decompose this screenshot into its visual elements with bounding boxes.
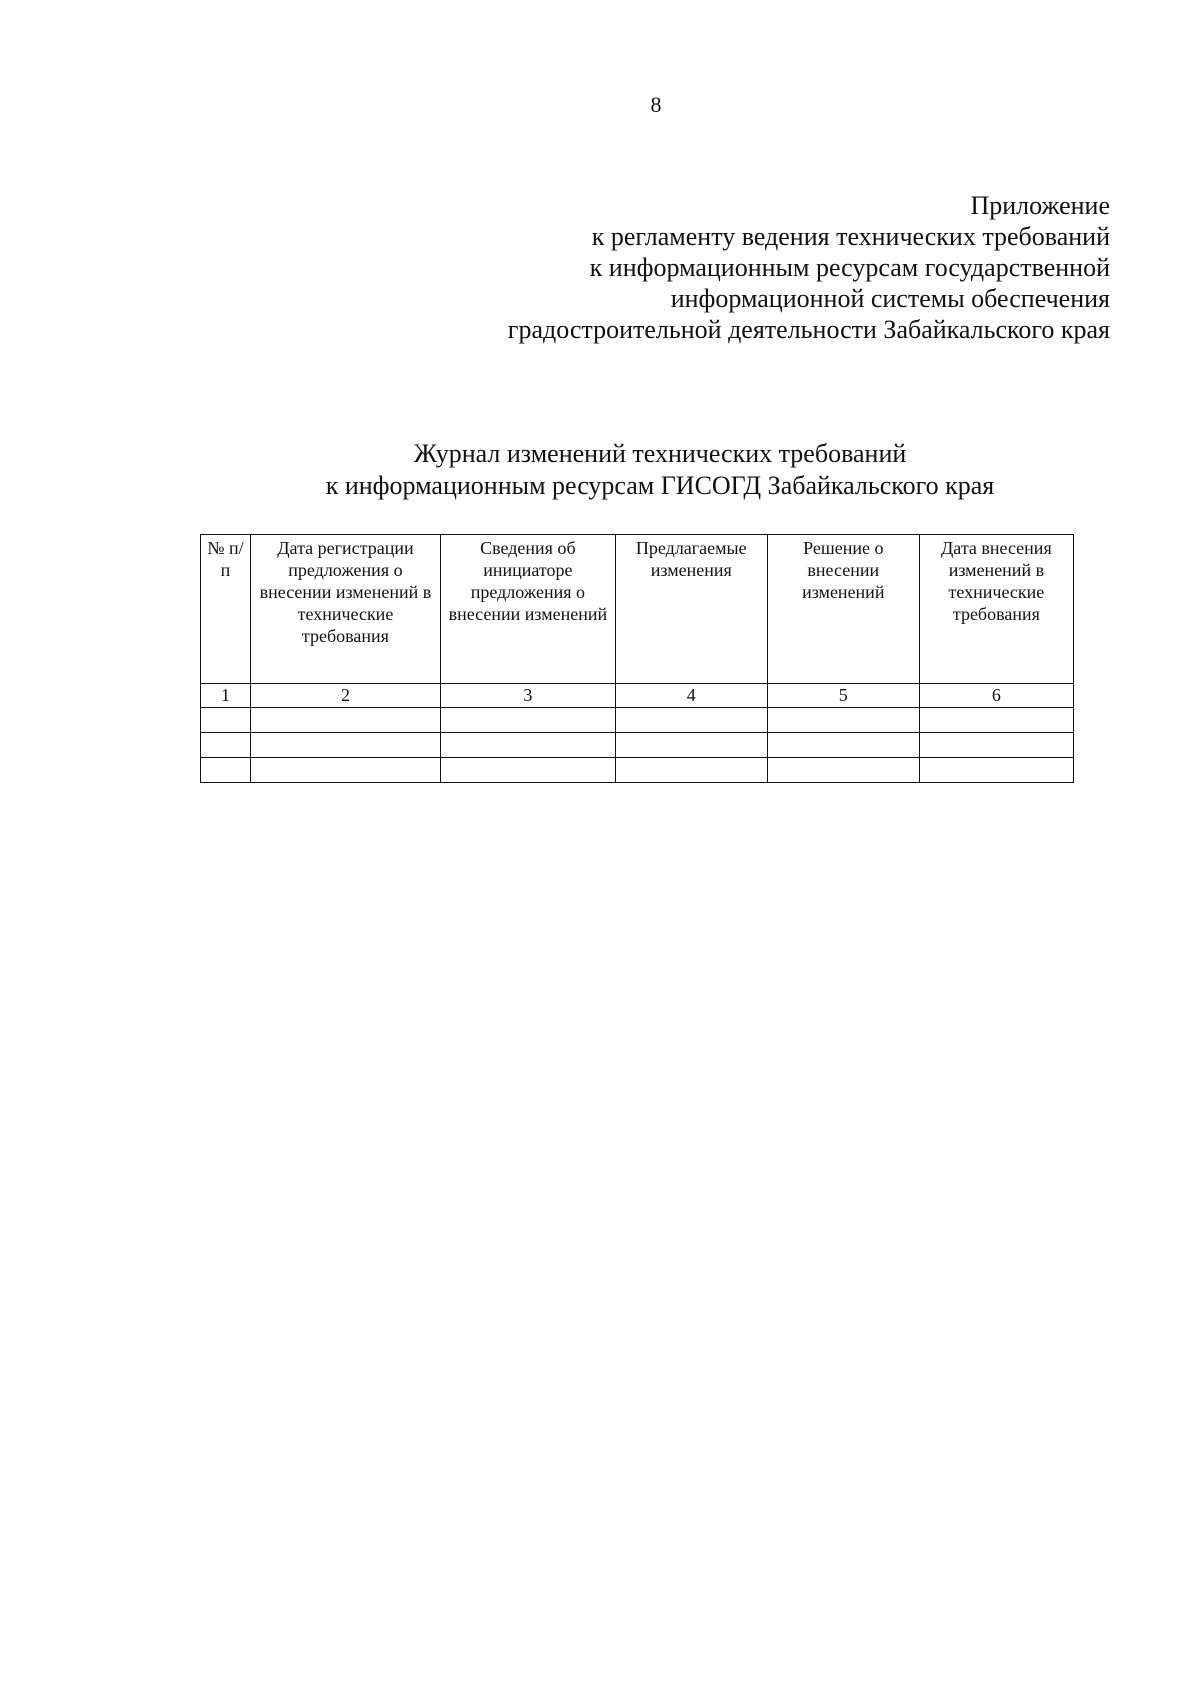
column-number: 5 [767, 684, 919, 708]
header-cell-registration-date: Дата регистрации предложения о внесении изменений в технические требования [250, 535, 440, 684]
journal-title-line: Журнал изменений технических требований [413, 439, 907, 468]
table-cell [615, 758, 767, 783]
header-cell-initiator: Сведения об инициаторе предложения о внесении изменений [440, 535, 615, 684]
journal-title-line: к информационным ресурсам ГИСОГД Забайкальского края [325, 471, 995, 500]
header-cell-decision: Решение о внесении изменений [767, 535, 919, 684]
table-row [201, 733, 1074, 758]
column-number: 6 [919, 684, 1073, 708]
table-cell [250, 758, 440, 783]
table-row [201, 708, 1074, 733]
header-cell-number: № п/п [201, 535, 251, 684]
table-cell [201, 758, 251, 783]
table-row [201, 758, 1074, 783]
journal-title [200, 438, 1120, 502]
appendix-line: информационной системы обеспечения [670, 284, 1110, 313]
table-cell [767, 758, 919, 783]
table-cell [615, 708, 767, 733]
column-number-row [201, 684, 1074, 708]
table-header-row [201, 535, 1074, 684]
table-cell [767, 708, 919, 733]
appendix-line: Приложение [970, 191, 1110, 220]
column-number: 2 [250, 684, 440, 708]
appendix-header [390, 190, 1110, 345]
table-cell [201, 733, 251, 758]
table-cell [440, 708, 615, 733]
header-cell-change-date: Дата внесения изменений в технические требования [919, 535, 1073, 684]
table-cell [767, 733, 919, 758]
changes-journal-table [200, 534, 1074, 783]
table-cell [919, 708, 1073, 733]
table-cell [201, 708, 251, 733]
table-cell [250, 708, 440, 733]
header-cell-proposed-changes: Предлагаемые изменения [615, 535, 767, 684]
table-cell [440, 733, 615, 758]
appendix-line: к информационным ресурсам государственной [589, 253, 1110, 282]
table-cell [250, 733, 440, 758]
appendix-line: к регламенту ведения технических требований [591, 222, 1110, 251]
table-cell [919, 733, 1073, 758]
page-number: 8 [650, 92, 662, 117]
column-number: 3 [440, 684, 615, 708]
table-cell [919, 758, 1073, 783]
table-cell [440, 758, 615, 783]
column-number: 4 [615, 684, 767, 708]
table-cell [615, 733, 767, 758]
appendix-line: градостроительной деятельности Забайкальского края [507, 315, 1110, 344]
column-number: 1 [201, 684, 251, 708]
